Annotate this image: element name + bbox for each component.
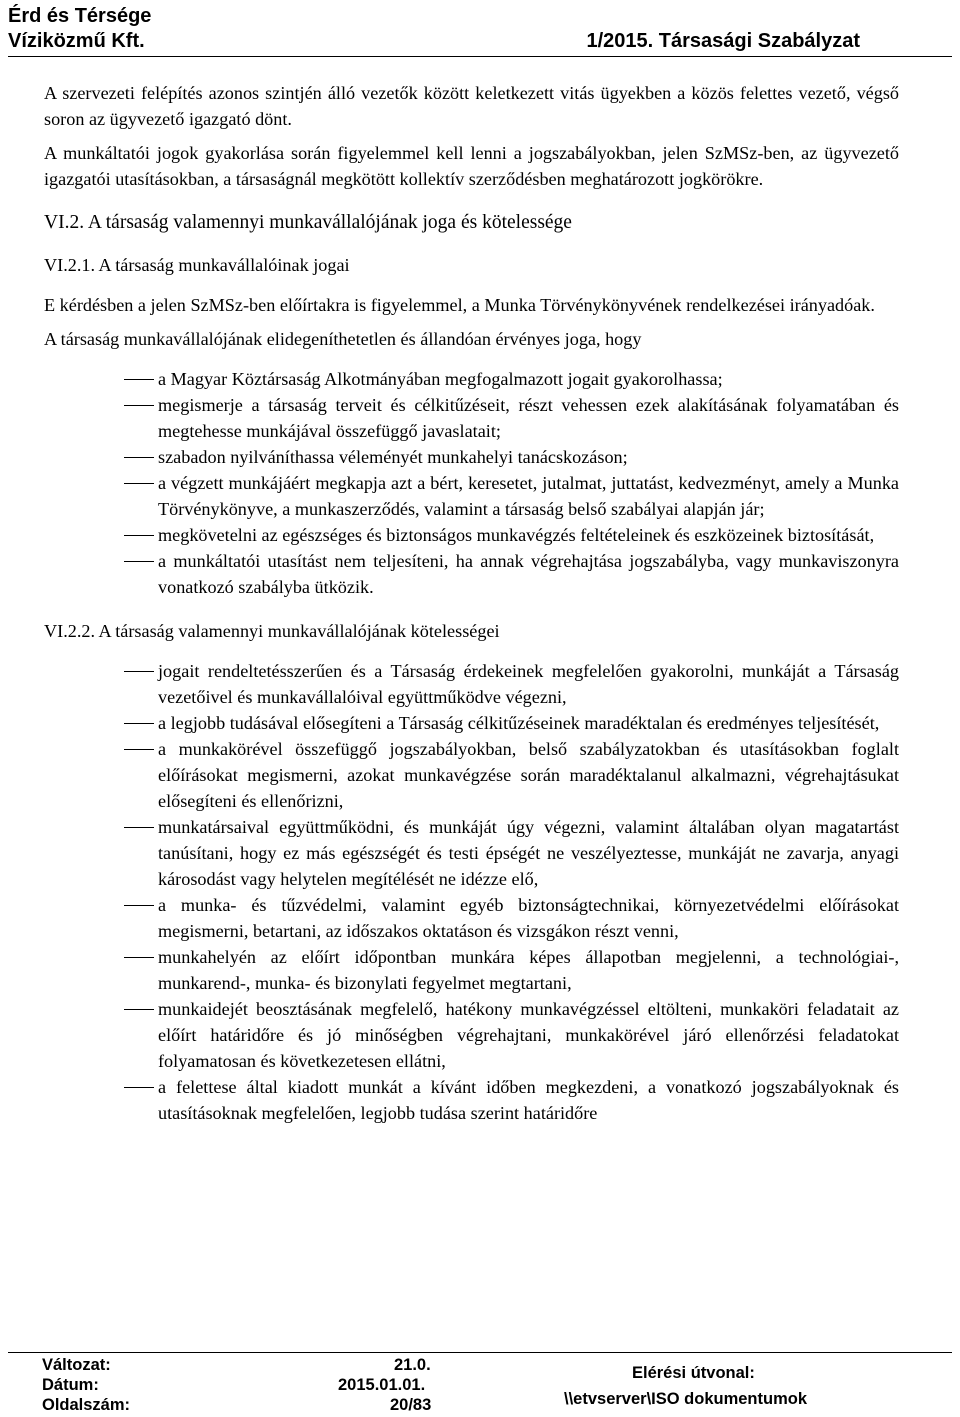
list-item: munkahelyén az előírt időpontban munkára képes állapotban megjelenni, a technológiai-, munkarend-, munka- és bizonylati fegyelmet megtartani, (44, 944, 899, 996)
dash-bullet-icon (124, 749, 154, 750)
subsection-heading-rights: VI.2.1. A társaság munkavállalóinak jogai (44, 255, 350, 275)
dash-bullet-icon (124, 827, 154, 828)
version-value: 21.0. (394, 1356, 431, 1374)
dash-bullet-icon (124, 905, 154, 906)
list-item: a Magyar Köztársaság Alkotmányában megfogalmazott jogait gyakorolhassa; (44, 366, 899, 392)
date-label: Dátum: (42, 1376, 99, 1394)
dash-bullet-icon (124, 379, 154, 380)
dash-bullet-icon (124, 535, 154, 536)
version-label: Változat: (42, 1356, 111, 1374)
dash-bullet-icon (124, 671, 154, 672)
paragraph: A társaság munkavállalójának elidegeníthetetlen és állandóan érvényes joga, hogy (44, 329, 642, 349)
list-item: munkatársaival együttműködni, és munkáját úgy végezni, valamint általában olyan magatartást tanúsítani, hogy ez más egészségét és testi épségét ne veszélyeztesse, munkáját ne zavarja, anyagi károsodást vagy helytelen megítélését ne idézze elő, (44, 814, 899, 892)
list-item: jogait rendeltetésszerűen és a Társaság érdekeinek megfelelően gyakorolni, munkáját a Társaság vezetőivel és munkavállalóival együttműködve végezni, (44, 658, 899, 710)
dash-bullet-icon (124, 957, 154, 958)
list-item: a munka- és tűzvédelmi, valamint egyéb biztonságtechnikai, környezetvédelmi előírásokat megismerni, betartani, az időszakos oktatáson és vizsgákon részt venni, (44, 892, 899, 944)
paragraph: A munkáltatói jogok gyakorlása során figyelemmel kell lenni a jogszabályokban, jelen SzMSz-ben, az ügyvezető igazgatói utasításokban, a társaságnál megkötött kollektív szerződésben meghatározott jogkörökre. (44, 143, 899, 189)
document-body (44, 80, 899, 1126)
list-item: a felettese által kiadott munkát a kívánt időben megkezdeni, a vonatkozó jogszabályoknak és utasításoknak megfelelően, legjobb tudása szerint határidőre (44, 1074, 899, 1126)
file-path-value: \\etvserver\ISO dokumentumok (564, 1390, 807, 1408)
subsection-heading-duties: VI.2.2. A társaság valamennyi munkavállalójának kötelességei (44, 621, 500, 641)
list-item: munkaidejét beosztásának megfelelő, hatékony munkavégzéssel eltölteni, munkaköri feladatait az előírt határidőre és jó minőségben végrehajtani, munkakörével járó ellenőrzési feladatokat folyamatosan és következetesen ellátni, (44, 996, 899, 1074)
list-item: a munkakörével összefüggő jogszabályokban, belső szabályzatokban és utasításokban foglalt előírásokat megismerni, azokat munkavégzése során maradéktalanul alkalmazni, végrehajtásukat elősegíteni és ellenőrizni, (44, 736, 899, 814)
page-footer (8, 1352, 952, 1417)
dash-bullet-icon (124, 561, 154, 562)
file-path-label: Elérési útvonal: (632, 1364, 755, 1382)
section-heading: VI.2. A társaság valamennyi munkavállalójának joga és kötelessége (44, 212, 572, 233)
paragraph: A szervezeti felépítés azonos szintjén álló vezetők között keletkezett vitás ügyekben a közös felettes vezető, végső soron az ügyvezető igazgató dönt. (44, 83, 899, 129)
page-number-value: 20/83 (390, 1396, 432, 1414)
dash-bullet-icon (124, 483, 154, 484)
dash-bullet-icon (124, 457, 154, 458)
document-title: 1/2015. Társasági Szabályzat (586, 30, 860, 52)
list-item: a legjobb tudásával elősegíteni a Társaság célkitűzéseinek maradéktalan és eredményes teljesítését, (44, 710, 899, 736)
page-number-label: Oldalszám: (42, 1396, 131, 1414)
company-name-line1: Érd és Térsége (8, 5, 152, 27)
list-item: megkövetelni az egészséges és biztonságos munkavégzés feltételeinek és eszközeinek biztosítását, (44, 522, 899, 548)
dash-bullet-icon (124, 723, 154, 724)
paragraph: E kérdésben a jelen SzMSz-ben előírtakra is figyelemmel, a Munka Törvénykönyvének rendelkezései irányadóak. (44, 295, 875, 315)
duties-list (44, 658, 899, 1126)
dash-bullet-icon (124, 1087, 154, 1088)
list-item: a végzett munkájáért megkapja azt a bért, keresetet, jutalmat, juttatást, kedvezményt, amely a Munka Törvénykönyve, a munkaszerződés, valamint a társaság belső szabályai alapján jár; (44, 470, 899, 522)
company-name-line2: Víziközmű Kft. (8, 30, 145, 52)
list-item: a munkáltatói utasítást nem teljesíteni, ha annak végrehajtása jogszabályba, vagy munkaviszonyra vonatkozó szabályba ütközik. (44, 548, 899, 600)
list-item: megismerje a társaság terveit és célkitűzéseit, részt vehessen ezek alakításának folyamatában és megtehesse munkájával összefüggő javaslatait; (44, 392, 899, 444)
date-value: 2015.01.01. (338, 1376, 426, 1394)
dash-bullet-icon (124, 405, 154, 406)
rights-list (44, 366, 899, 600)
list-item: szabadon nyilváníthassa véleményét munkahelyi tanácskozáson; (44, 444, 899, 470)
dash-bullet-icon (124, 1009, 154, 1010)
page-header (8, 4, 952, 57)
